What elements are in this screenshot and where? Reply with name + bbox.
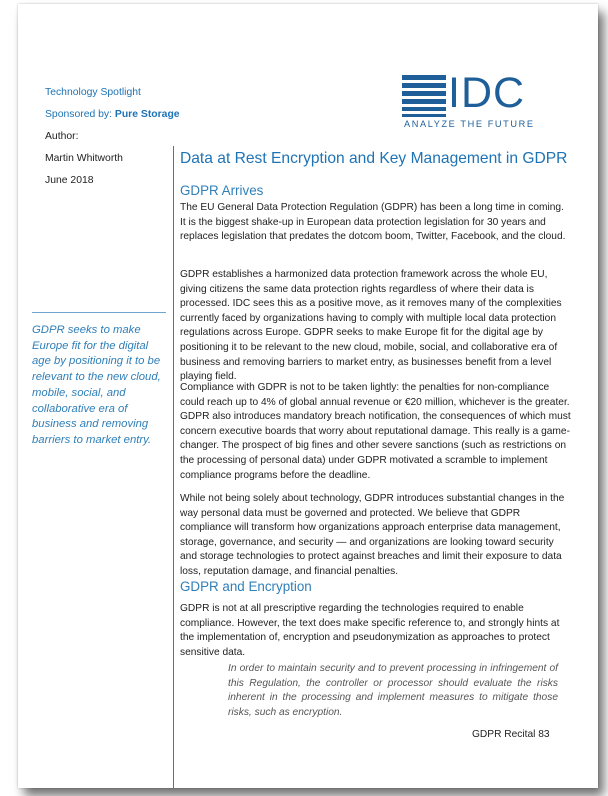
pull-quote-text: GDPR seeks to make Europe fit for the digital age by positioning it to be relevant to the new cloud, mobile, social, and collaborative era of business and removing barriers to market entry. bbox=[32, 324, 161, 446]
idc-logo bbox=[402, 69, 568, 131]
paragraph-2: GDPR establishes a harmonized data protection framework across the whole EU, giving citizens the same data protection rights regardless of where their data is processed. IDC sees this as a positive move, as it removes many of the complexities currently faced by organizations having to comply with multiple local data protection regulations across Europe. GDPR seeks to make Europe fit for the digital age by positioning it to be relevant to the new cloud, mobile, social, and collaborative era of business and removing barriers to market entry, as businesses benefit from a level playing field. bbox=[180, 269, 562, 383]
publication-date: June 2018 bbox=[45, 175, 94, 186]
paragraph-1: The EU General Data Protection Regulation (GDPR) has been a long time in coming. It is the biggest shake-up in European data protection legislation for 30 years and replaces legislation that predates the dotcom boom, Twitter, Facebook, and the cloud. bbox=[180, 202, 566, 243]
document-page bbox=[18, 4, 598, 788]
author-label: Author: bbox=[45, 131, 79, 142]
sponsored-by bbox=[45, 108, 180, 121]
document-title: Data at Rest Encryption and Key Management in GDPR bbox=[180, 150, 568, 167]
column-divider bbox=[173, 146, 174, 788]
author-name: Martin Whitworth bbox=[45, 153, 123, 164]
spotlight-label: Technology Spotlight bbox=[45, 87, 141, 98]
paragraph-5: GDPR is not at all prescriptive regarding the technologies required to enable compliance. However, the text does make specific reference to, and strongly hints at the implementation of, encryption and pseudonymization as approaches to protect sensitive data. bbox=[180, 603, 560, 658]
section-heading-gdpr-arrives: GDPR Arrives bbox=[180, 183, 264, 198]
quote-source: GDPR Recital 83 bbox=[472, 729, 550, 740]
idc-wordmark: IDC bbox=[448, 69, 526, 117]
sponsored-prefix: Sponsored by: bbox=[45, 109, 113, 120]
pull-quote bbox=[32, 312, 166, 449]
paragraph-4: While not being solely about technology, GDPR introduces substantial changes in the way personal data must be governed and protected. We believe that GDPR compliance will transform how organizations approach enterprise data management, storage, governance, and security — and organizations are looking toward security and storage technologies to protect against breaches and limit their exposure to data loss, reputation damage, and financial penalties. bbox=[180, 493, 565, 577]
idc-logo-mark bbox=[402, 75, 446, 119]
idc-tagline: ANALYZE THE FUTURE bbox=[404, 119, 535, 129]
paragraph-3: Compliance with GDPR is not to be taken lightly: the penalties for non-compliance could reach up to 4% of global annual revenue or €20 million, whichever is the greater. GDPR also introduces mandatory breach notification, the consequences of which must concern executive boards that worry about reputational damage. This really is a game-changer. The prospect of big fines and other severe sanctions (such as restrictions on the processing of personal data) under GDPR motivated a scramble to implement compliance programs before the deadline. bbox=[180, 382, 571, 481]
section-heading-gdpr-encryption: GDPR and Encryption bbox=[180, 579, 312, 594]
regulation-quote: In order to maintain security and to prevent processing in infringement of this Regulation, the controller or processor should evaluate the risks inherent in the processing and implement measures to mitigate those risks, such as encryption. bbox=[228, 663, 558, 718]
sponsor-name: Pure Storage bbox=[114, 109, 180, 120]
